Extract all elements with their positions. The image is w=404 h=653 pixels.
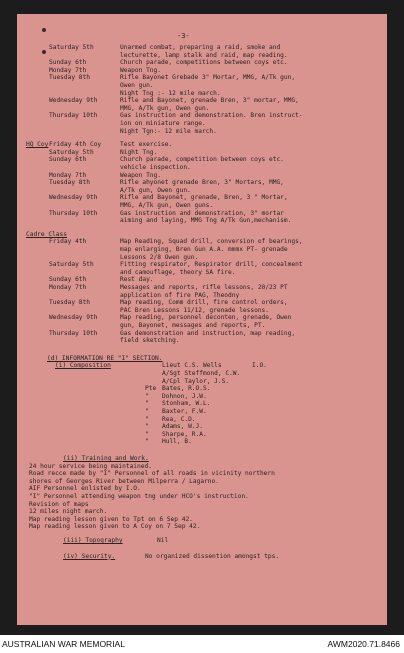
- footer-bar: [0, 635, 404, 653]
- schedule-entry: Church parade, competition between coys etc.: [120, 156, 284, 164]
- composition-rank: ": [145, 400, 149, 408]
- punch-hole: [42, 28, 46, 32]
- schedule-day: Tuesday 8th: [49, 299, 90, 307]
- schedule-entry: lecturette, lamp stalk and raid, map reading.: [120, 51, 288, 59]
- schedule-day: Thursday 10th: [49, 112, 98, 120]
- schedule-day: Saturday 5th: [49, 261, 94, 269]
- schedule-day: Wednesday 9th: [49, 314, 98, 322]
- composition-name: Hull, B.: [162, 438, 192, 446]
- subsection-heading: (ii) Training and Work.: [63, 455, 149, 462]
- composition-name: Sharpe, R.A.: [162, 430, 207, 438]
- training-line: AIF Personnel enlisted by I.O.: [29, 485, 141, 493]
- punch-hole: [42, 50, 46, 54]
- schedule-day: Monday 7th: [49, 284, 87, 291]
- schedule-day: Sunday 6th: [49, 156, 87, 164]
- schedule-entry: Messages and reports, rifle lessons, 20/23 PT: [120, 284, 288, 291]
- subsection-heading: (iv) Security.: [63, 552, 116, 560]
- composition-name: Bates, R.O.S.: [162, 385, 211, 393]
- subsection-value: Nil: [157, 537, 169, 544]
- training-line: Map reading lesson given to Tpt on 6 Sep 42.: [29, 515, 193, 523]
- section-label-hq-coy: HQ Coy: [26, 141, 49, 149]
- composition-rank: ": [145, 423, 149, 431]
- schedule-day: Sunday 6th: [49, 59, 87, 67]
- schedule-entry: Rifle ahyonet grenade Bren, 3" Mortars, MMG,: [120, 179, 284, 187]
- schedule-day: Monday 7th: [49, 66, 87, 74]
- composition-rank: Pte: [145, 385, 157, 393]
- schedule-day: Saturday 5th: [49, 44, 94, 51]
- composition-rank: ": [145, 438, 149, 446]
- schedule-entry: Rifle and Bayonet, grenade, Bren, 3 " Mortar,: [120, 194, 288, 202]
- schedule-entry: gun, Bayonet, messages and reports, PT.: [120, 322, 266, 329]
- schedule-entry: Map Reading, Squad drill, conversion of bearings,: [120, 238, 303, 246]
- schedule-entry: MMG, A/Tk gun, Owen guns.: [120, 202, 214, 209]
- schedule-entry: Map reading, personnel deconten, grenade, Owen: [120, 314, 292, 322]
- schedule-entry: Church parade, competitions between coys etc.: [120, 59, 288, 67]
- schedule-day: Friday 4th: [49, 238, 87, 246]
- section-heading: (d) INFORMATION RE "I" SECTION.: [47, 354, 163, 362]
- schedule-entry: map enlarging, Bren Gun A.A. mmmx PT- grenade: [120, 246, 288, 253]
- schedule-entry: Rest day.: [120, 276, 154, 284]
- schedule-entry: aiming and laying, MMG Tng A/Tk Gun,mechanism.: [120, 217, 292, 225]
- training-line: Map reading lesson given to A Coy on 7 Sep 42.: [29, 523, 201, 531]
- schedule-entry: vehicle inspection.: [120, 164, 191, 171]
- schedule-day: Wednesday 9th: [49, 194, 98, 202]
- schedule-entry: Gas instruction and demonstration. Bren instruct-: [120, 112, 303, 120]
- schedule-day: Sunday 6th: [49, 276, 87, 284]
- page-number: -3-: [177, 32, 190, 40]
- schedule-entry: Night Tng :- 12 mile march.: [120, 89, 221, 97]
- schedule-entry: Night Tgn:- 12 mile march.: [120, 127, 217, 135]
- schedule-entry: Night Tng.: [120, 148, 158, 156]
- training-line: "I" Personnel attending weapon tng under HCO's instruction.: [29, 493, 249, 500]
- schedule-day: Wednesday 9th: [49, 97, 98, 105]
- schedule-entry: Rifle and Bayonet, grenade Bren, 3" mortar, MMG,: [120, 97, 299, 105]
- footer-id: AWM2020.71.8466: [327, 639, 400, 649]
- schedule-entry: Gas instruction and demonstration, 3" mortar: [120, 209, 284, 217]
- schedule-entry: Lessons 2/8 Owen gun.: [120, 253, 199, 261]
- schedule-day: Thursday 10th: [49, 209, 98, 217]
- subsection-heading: (iii) Topography: [63, 537, 123, 544]
- schedule-day: Friday 4th Coy: [49, 141, 102, 149]
- composition-name: Adams, W.J.: [162, 423, 203, 431]
- schedule-entry: MMG, A/Tk gun, Owen gun.: [120, 104, 210, 112]
- training-line: shores of Georges River between Milperra / Lagarno.: [29, 477, 219, 485]
- subsection-heading: (i) Composition: [55, 362, 111, 370]
- composition-name: A/Sgt Steffmond, C.W.: [162, 370, 241, 377]
- composition-name: A/Cpl Taylor, J.S.: [162, 377, 230, 385]
- composition-rank: ": [145, 408, 149, 415]
- composition-name: Dohnon, J.W.: [162, 392, 207, 400]
- schedule-day: Monday 7th: [49, 171, 87, 179]
- composition-name: Baxter, F.W.: [162, 408, 207, 415]
- footer-source: AUSTRALIAN WAR MEMORIAL: [2, 639, 125, 649]
- schedule-entry: Gas demonstration and instruction, map reading,: [120, 329, 296, 337]
- schedule-entry: Weapon Tng.: [120, 66, 161, 74]
- training-line: Road recce made by "I" Personnel of all roads in vicinity northern: [29, 470, 275, 478]
- schedule-entry: application of fire PAG, Theodny: [120, 291, 240, 299]
- section-label-cadre-class: Cadre Class: [26, 230, 67, 238]
- schedule-entry: ion on miniature range.: [120, 120, 206, 127]
- document-page: [17, 14, 387, 625]
- composition-rank: ": [145, 415, 149, 423]
- schedule-entry: Unarmed combat, preparing a raid, smoke and: [120, 44, 281, 51]
- schedule-day: Thursday 10th: [49, 329, 98, 337]
- schedule-entry: A/Tk gun, Owen gun.: [120, 186, 191, 194]
- training-line: 12 miles night march.: [29, 508, 108, 516]
- composition-name: Stonham, W.L.: [162, 400, 211, 408]
- schedule-entry: Fitting respirator, Respirator drill, concealment: [120, 261, 303, 269]
- schedule-entry: and camouflage, theory SA fire.: [120, 268, 236, 276]
- composition-rank: ": [145, 392, 149, 400]
- schedule-day: Tuesday 8th: [49, 74, 90, 82]
- composition-name: Lieut C.S. Wells: [162, 362, 222, 370]
- training-line: Revision of maps: [29, 500, 89, 508]
- subsection-value: No organized dissention amongst tps.: [145, 552, 280, 560]
- training-line: 24 hour service being maintained.: [29, 462, 152, 470]
- schedule-day: Tuesday 8th: [49, 179, 90, 187]
- schedule-entry: Owen gun.: [120, 82, 154, 89]
- schedule-entry: Test exercise.: [120, 141, 173, 149]
- composition-rank: ": [145, 430, 149, 438]
- schedule-entry: Weapon Tng.: [120, 171, 161, 179]
- schedule-entry: Map reading, Comm drill, fire control orders,: [120, 299, 288, 307]
- schedule-entry: PAC Bren Lessons 11/12, grenade lessons.: [120, 306, 270, 314]
- composition-name: Rea, C.D.: [162, 415, 196, 423]
- schedule-day: Saturday 5th: [49, 148, 94, 156]
- schedule-entry: field sketching.: [120, 337, 180, 345]
- composition-role: I.O.: [252, 362, 267, 370]
- schedule-entry: Rifle Bayonet Grebade 3" Mortar, MMG, A/Tk gun,: [120, 74, 296, 82]
